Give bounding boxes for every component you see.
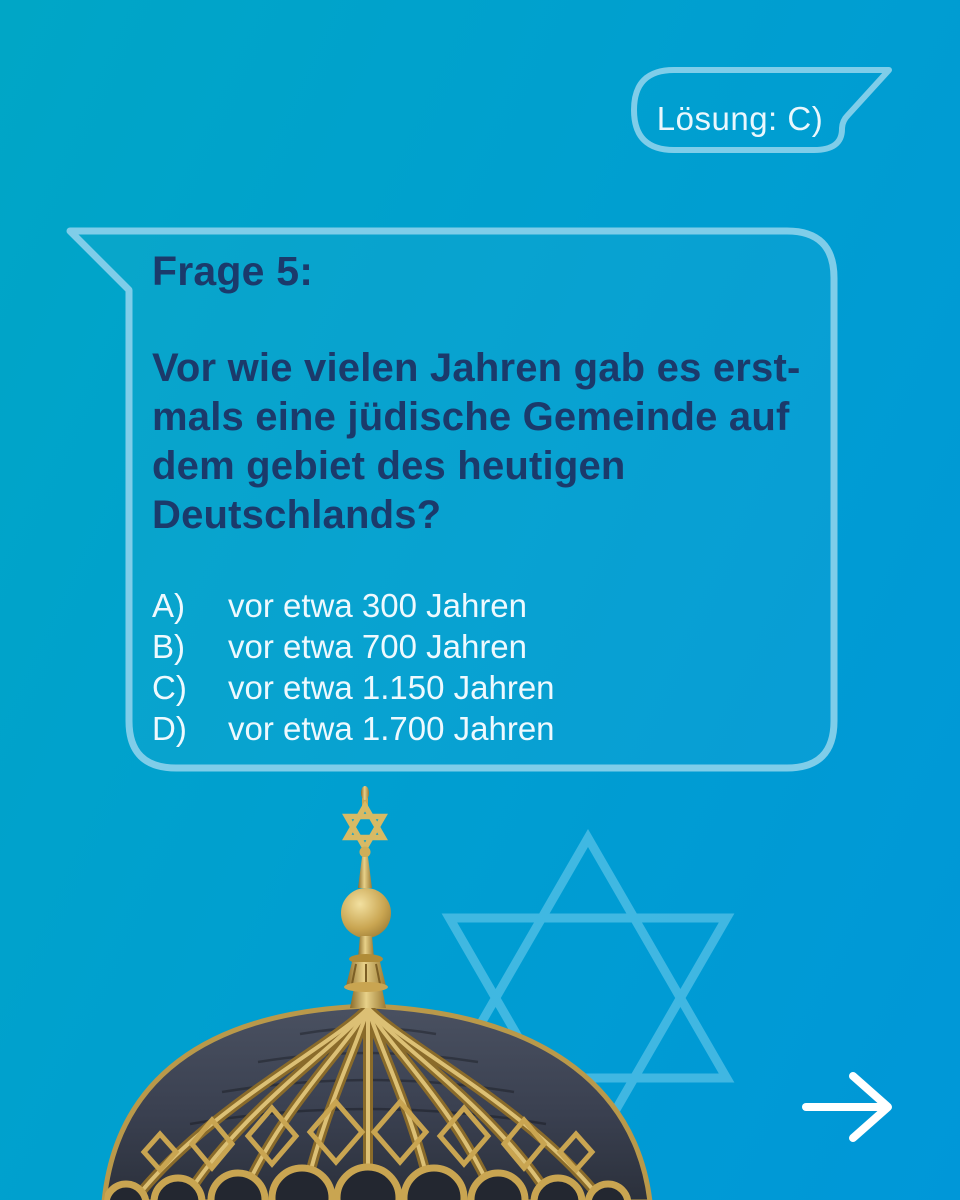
question-line: Deutschlands? xyxy=(152,493,442,537)
solution-label: Lösung: C) xyxy=(656,100,824,137)
answer-option xyxy=(152,626,555,667)
answer-option xyxy=(152,667,555,708)
option-text: vor etwa 1.700 Jahren xyxy=(228,710,555,747)
question-line: mals eine jüdische Gemeinde auf xyxy=(152,395,790,439)
synagogue-dome-image xyxy=(104,988,650,1200)
option-letter: D) xyxy=(152,710,187,747)
next-arrow-icon[interactable] xyxy=(806,1076,888,1138)
question-text xyxy=(152,344,801,540)
option-text: vor etwa 700 Jahren xyxy=(228,628,528,665)
answer-option xyxy=(152,708,555,749)
option-text: vor etwa 1.150 Jahren xyxy=(228,669,555,706)
answer-option xyxy=(152,585,555,626)
option-text: vor etwa 300 Jahren xyxy=(228,587,528,624)
option-letter: A) xyxy=(152,587,185,624)
answer-options xyxy=(152,585,555,749)
question-line: Vor wie vielen Jahren gab es erst- xyxy=(152,346,801,390)
option-letter: B) xyxy=(152,628,185,665)
option-letter: C) xyxy=(152,669,187,706)
star-of-david-finial-icon xyxy=(341,786,391,992)
question-line: dem gebiet des heutigen xyxy=(152,444,626,488)
question-title: Frage 5: xyxy=(152,248,314,294)
